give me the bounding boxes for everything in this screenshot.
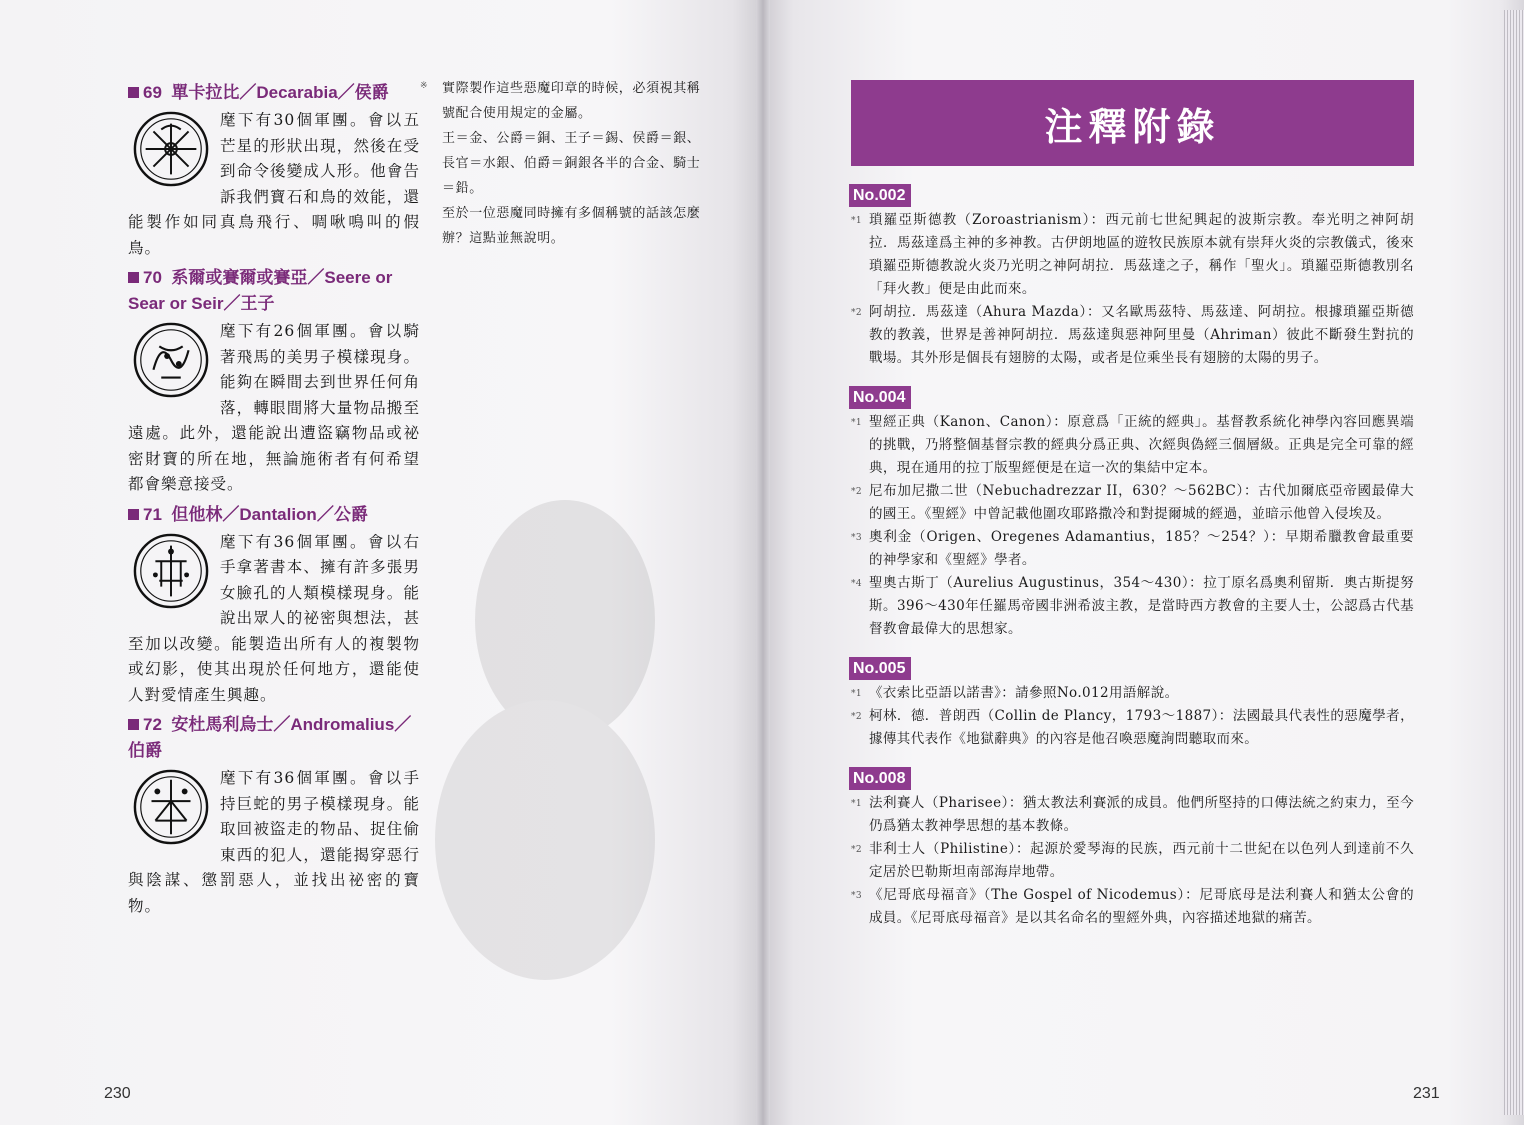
note-text: 柯林．德．普朗西（Collin de Plancy，1793～1887）：法國最具代表性的惡魔學者，據傳其代表作《地獄辭典》的內容是他召喚惡魔詢問聽取而來。 [869,708,1414,747]
note-item [849,480,1414,526]
note-item [849,572,1414,641]
note-mark: *3 [851,533,863,543]
annotation-notes [849,184,1414,946]
square-bullet-icon [128,719,139,730]
note-mark: *2 [851,308,863,318]
note-item [849,705,1414,751]
note-text: 《尼哥底母福音》（The Gospel of Nicodemus）：尼哥底母是法利賽人和猶太公會的成員。《尼哥底母福音》是以其名命名的聖經外典，內容描述地獄的痛苦。 [869,887,1414,926]
note-mark: *1 [851,216,863,226]
page-number-right: 231 [1413,1085,1440,1102]
note-mark: *3 [851,891,863,901]
bleed-through-illustration [425,420,715,1020]
entry-heading: 70 系爾或賽爾或賽亞／Seere or Sear or Seir／王子 [128,268,393,313]
square-bullet-icon [128,272,139,283]
section-label: No.004 [849,386,911,409]
note-mark: *1 [851,799,863,809]
note-text: 聖奧古斯丁（Aurelius Augustinus，354～430）：拉丁原名爲奧利留斯．奧古斯提努斯。396～430年任羅馬帝國非洲希波主教，是當時西方教會的主要人士，公認爲古代基督教會最偉大的思想家。 [869,575,1414,637]
note-text: 尼布加尼撒二世（Nebuchadrezzar II，630？～562BC）：古代加爾底亞帝國最偉大的國王。《聖經》中曾記載他圍攻耶路撒冷和對提爾城的經過，並暗示他曾入侵埃及。 [869,483,1414,522]
square-bullet-icon [128,509,139,520]
note-mark: *4 [851,579,863,589]
notes-section-005 [849,657,1414,751]
entry-heading: 69 單卡拉比／Decarabia／侯爵 [128,80,420,106]
entry-text: 麾下有36個軍團。會以手持巨蛇的男子模樣現身。能取回被盜走的物品、捉住偷東西的犯人，還能揭穿惡行與陰謀、懲罰惡人，並找出祕密的寶物。 [128,769,420,915]
note-mark: *1 [851,689,863,699]
entry-70 [128,265,420,498]
notes-section-004 [849,386,1414,641]
note-text: 非利士人（Philistine）：起源於愛琴海的民族，西元前十二世紀在以色列人到達前不久定居於巴勒斯坦南部海岸地帶。 [869,841,1414,880]
dantalion-seal-icon [132,532,210,610]
entry-72 [128,712,420,919]
footnote-line: 至於一位惡魔同時擁有多個稱號的話該怎麼辦？這點並無說明。 [442,206,701,246]
section-label: No.008 [849,767,911,790]
note-text: 法利賽人（Pharisee）：猶太教法利賽派的成員。他們所堅持的口傳法統之約束力，至今仍爲猶太教神學思想的基本教條。 [869,795,1414,834]
book-spine [756,0,770,1125]
entry-69 [128,80,420,261]
entry-heading: 72 安杜馬利烏士／Andromalius／伯爵 [128,715,412,760]
note-text: 奧利金（Origen、Oregenes Adamantius，185？～254？）：早期希臘教會最重要的神學家和《聖經》學者。 [869,529,1414,568]
page-edges [1504,10,1524,1115]
note-item [849,682,1414,705]
pentagram-seal-icon [132,110,210,188]
note-mark: *2 [851,487,863,497]
demon-entries [128,80,420,923]
page-number-left: 230 [104,1085,131,1102]
entry-text: 麾下有30個軍團。會以五芒星的形狀出現，然後在受到命令後變成人形。他會告訴我們寶石和鳥的效能，還能製作如同真鳥飛行、啁啾鳴叫的假鳥。 [128,111,420,257]
note-mark: *1 [851,418,863,428]
note-text: 《衣索比亞語以諾書》：請參照No.012用語解說。 [869,685,1179,701]
note-item [849,526,1414,572]
note-item [849,209,1414,301]
entry-text: 麾下有26個軍團。會以騎著飛馬的美男子模樣現身。能夠在瞬間去到世界任何角落，轉眼間將大量物品搬至遠處。此外，還能說出遭盜竊物品或祕密財寶的所在地，無論施術者有何希望都會樂意接受。 [128,322,420,493]
notes-section-008 [849,767,1414,930]
note-item [849,792,1414,838]
note-item [849,838,1414,884]
andromalius-seal-icon [132,768,210,846]
note-text: 阿胡拉．馬茲達（Ahura Mazda）：又名歐馬茲特、馬茲達、阿胡拉。根據瑣羅亞斯德教的教義，世界是善神阿胡拉．馬茲達與惡神阿里曼（Ahriman）彼此不斷發生對抗的戰場。其外形是個長有翅膀的太陽，或者是位乘坐長有翅膀的太陽的男子。 [869,304,1414,366]
sidebar-footnote [422,76,702,251]
seere-seal-icon [132,321,210,399]
note-item [849,411,1414,480]
section-label: No.002 [849,184,911,207]
entry-heading: 71 但他林／Dantalion／公爵 [128,502,420,528]
note-item [849,884,1414,930]
square-bullet-icon [128,87,139,98]
entry-71 [128,502,420,709]
note-item [849,301,1414,370]
notes-section-002 [849,184,1414,370]
note-mark: *2 [851,712,863,722]
footnote-mark: ※ [420,81,429,91]
footnote-line: 王＝金、公爵＝銅、王子＝錫、侯爵＝銀、長官＝水銀、伯爵＝銅銀各半的合金、騎士＝鉛。 [442,131,701,196]
note-mark: *2 [851,845,863,855]
right-page [763,0,1524,1125]
entry-text: 麾下有36個軍團。會以右手拿著書本、擁有許多張男女臉孔的人類模樣現身。能說出眾人的祕密與想法，甚至加以改變。能製造出所有人的複製物或幻影，使其出現於任何地方，還能使人對愛情產生興趣。 [128,532,420,704]
section-label: No.005 [849,657,911,680]
note-text: 聖經正典（Kanon、Canon）：原意爲「正統的經典」。基督教系統化神學內容回應異端的挑戰，乃將整個基督宗教的經典分爲正典、次經與偽經三個層級。正典是完全可靠的經典，現在通用的拉丁版聖經便是在這一次的集結中定本。 [869,414,1414,476]
footnote-line: 實際製作這些惡魔印章的時候，必須視其稱號配合使用規定的金屬。 [442,81,701,121]
note-text: 瑣羅亞斯德教（Zoroastrianism）：西元前七世紀興起的波斯宗教。奉光明之神阿胡拉．馬茲達爲主神的多神教。古伊朗地區的遊牧民族原本就有崇拜火炎的宗教儀式，後來瑣羅亞斯德教說火炎乃光明之神阿胡拉．馬茲達之子，稱作「聖火」。瑣羅亞斯德教別名「拜火教」便是由此而來。 [869,212,1414,297]
page-title: 注釋附錄 [851,80,1414,166]
